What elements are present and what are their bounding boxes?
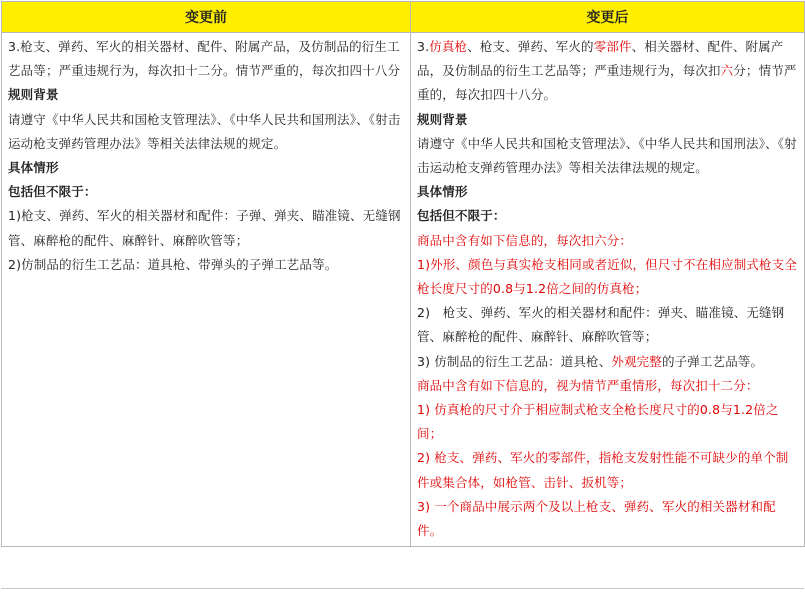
six-points-intro: 商品中含有如下信息的，每次扣六分：: [417, 232, 633, 248]
six-points-case-2: 2) 枪支、弹药、军火的相关器材和配件：弹夹、瞄准镜、无缝钢管、麻醉枪的配件、麻醉针、麻醉吹管等；: [417, 305, 785, 345]
bottom-divider: [1, 588, 804, 589]
after-cases-heading: 具体情形: [417, 184, 468, 200]
before-cell: [2, 33, 411, 547]
after-item-part: 3.: [417, 39, 430, 54]
severe-intro: 商品中含有如下信息的，视为情节严重情形，每次扣十二分：: [417, 377, 759, 393]
severe-case-3: 3) 一个商品中展示两个及以上枪支、弹药、军火的相关器材和配件。: [417, 498, 776, 539]
header-after: 变更后: [411, 2, 805, 33]
after-rule-item: [417, 35, 798, 108]
before-background-heading: 规则背景: [8, 87, 59, 103]
six-case-3-changed-text: 外观完整: [611, 353, 662, 369]
before-case-1: 1)枪支、弹药、军火的相关器材和配件：子弹、弹夹、瞄准镜、无缝钢管、麻醉枪的配件、麻醉针、麻醉吹管等；: [8, 208, 401, 248]
after-cell: [411, 33, 805, 547]
header-row: [2, 2, 805, 33]
six-points-case-1: 1)外形、颜色与真实枪支相同或者近似，但尺寸不在相应制式枪支全枪长度尺寸的0.8与1.2倍之间的仿真枪；: [417, 256, 797, 297]
after-includes-heading: 包括但不限于：: [417, 208, 506, 224]
before-cases-heading: 具体情形: [8, 160, 59, 176]
severe-case-2: 2) 枪支、弹药、军火的零部件，指枪支发射性能不可缺少的单个制件或集合体，如枪管、击针、扳机等；: [417, 450, 789, 490]
before-rule-item: 3.枪支、弹药、军火的相关器材、配件、附属产品，及仿制品的衍生工艺品等；严重违规行为，每次扣十二分。情节严重的，每次扣四十八分: [8, 39, 401, 79]
before-case-2: 2)仿制品的衍生工艺品：道具枪、带弹头的子弹工艺品等。: [8, 256, 338, 272]
after-background-text: 请遵守《中华人民共和国枪支管理法》、《中华人民共和国刑法》、《射击运动枪支弹药管理办法》等相关法律法规的规定。: [417, 135, 797, 176]
after-item-changed-text: 六: [720, 63, 734, 79]
header-before: 变更前: [2, 2, 411, 33]
severe-case-1: 1) 仿真枪的尺寸介于相应制式枪支全枪长度尺寸的0.8与1.2倍之间；: [417, 402, 779, 442]
after-item-part: 分；情节严重的，每次扣四十八分。: [417, 63, 797, 103]
before-background-text: 请遵守《中华人民共和国枪支管理法》、《中华人民共和国刑法》、《射击运动枪支弹药管理办法》等相关法律法规的规定。: [8, 111, 401, 151]
after-background-heading: 规则背景: [417, 111, 468, 127]
after-item-part: 、枪支、弹药、军火的: [467, 39, 594, 54]
before-includes-heading: 包括但不限于：: [8, 184, 97, 200]
after-item-changed-text: 零部件: [593, 39, 632, 54]
after-item-part: 、相关器材、配件、附属产品，及仿制品的衍生工艺品等；严重违规行为，每次扣: [417, 39, 784, 79]
six-case-3-part: 的子弹工艺品等。: [661, 353, 764, 369]
content-row: [2, 33, 805, 547]
six-points-case-3: [417, 350, 798, 374]
rule-change-table: [1, 1, 805, 547]
six-case-3-part: 3) 仿制品的衍生工艺品：道具枪、: [417, 353, 612, 369]
after-item-changed-text: 仿真枪: [429, 39, 468, 54]
